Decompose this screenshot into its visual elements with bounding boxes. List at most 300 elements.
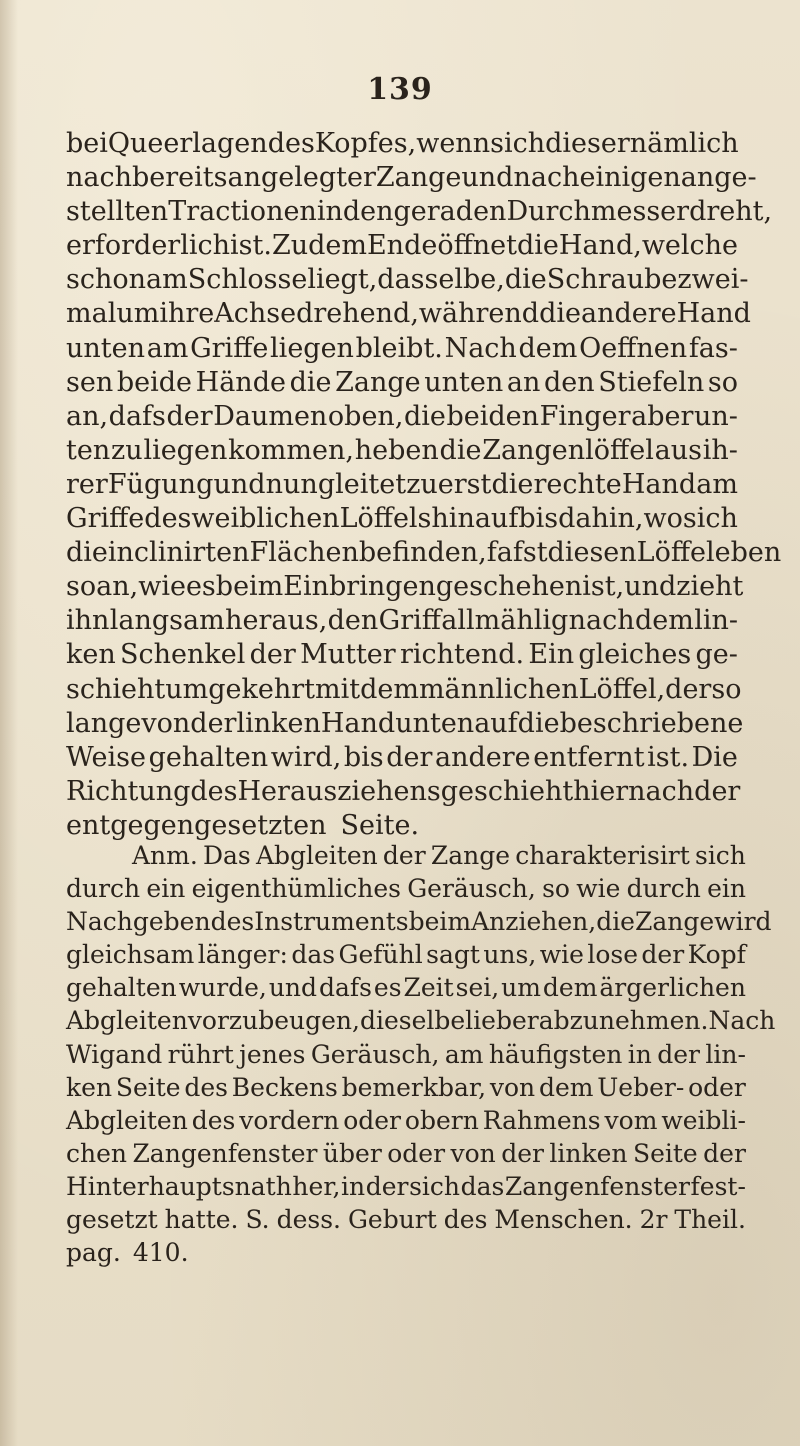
word: liegen: [270, 332, 354, 364]
word: wenn: [416, 128, 491, 159]
word: sen: [66, 366, 114, 398]
word: die: [504, 264, 547, 296]
word: ihn: [66, 605, 110, 637]
main-text-line: [66, 570, 744, 604]
page-number: 139: [367, 72, 433, 107]
word: dess.: [276, 1205, 341, 1235]
word: linken: [549, 1138, 628, 1168]
word: nach: [568, 605, 635, 637]
main-paragraph: [66, 127, 782, 843]
word: Schenkel: [120, 639, 246, 671]
word: Instruments: [254, 907, 409, 937]
word: pag.: [66, 1238, 121, 1268]
main-text-line: [66, 195, 773, 229]
word: die: [517, 707, 560, 739]
word: Hand,: [558, 230, 642, 262]
word: unten: [66, 332, 145, 364]
word: Zangenlöffel: [482, 434, 654, 466]
word: dem: [538, 1072, 594, 1102]
word: wird,: [270, 741, 342, 773]
word: den: [342, 196, 394, 228]
word: wie: [576, 874, 621, 904]
word: geschieht: [440, 775, 574, 807]
word: beiden: [446, 400, 540, 432]
word: durch: [66, 874, 141, 904]
word: des: [210, 907, 255, 937]
word: rer: [66, 468, 108, 500]
word: am: [696, 468, 738, 500]
word: Zangenfenster: [504, 1171, 690, 1201]
word: jenes: [239, 1039, 306, 1069]
word: Griff: [378, 605, 441, 637]
word: Stiefeln: [598, 366, 705, 398]
word: angelegter: [227, 162, 376, 194]
word: beschriebene: [559, 707, 744, 739]
note-text-line: [66, 971, 746, 1004]
word: erforderlich: [66, 230, 230, 262]
word: Fügung: [107, 468, 214, 500]
word: sich: [409, 1171, 460, 1201]
main-text-line: [66, 229, 738, 263]
word: dafs: [318, 973, 372, 1003]
main-text-line: [66, 536, 782, 570]
word: ist,: [582, 571, 625, 603]
word: dreht,: [689, 196, 773, 228]
word: bei: [66, 128, 108, 159]
word: unten: [395, 707, 475, 739]
word: ih-: [702, 434, 738, 466]
word: zieht: [676, 571, 744, 603]
note-text-line: [66, 1236, 746, 1269]
word: ge-: [695, 639, 738, 671]
word: das: [291, 940, 336, 970]
word: die: [289, 366, 332, 398]
word: schon: [66, 264, 147, 296]
word: abzunehmen.: [538, 1006, 709, 1036]
word: umgekehrt: [165, 673, 315, 705]
word: das: [460, 1171, 505, 1201]
word: und: [268, 973, 318, 1003]
word: von: [489, 1072, 536, 1102]
word: die: [66, 537, 108, 569]
word: wo: [643, 503, 683, 535]
word: Die: [691, 741, 738, 773]
word: befinden,: [358, 537, 487, 569]
word: des: [184, 1072, 229, 1102]
word: oder: [387, 1138, 446, 1168]
main-text-line: [66, 434, 738, 468]
word: Queerlagen: [107, 128, 268, 159]
main-text-line: [66, 604, 738, 638]
word: Hand: [676, 298, 751, 330]
word: zwei-: [677, 264, 749, 296]
word: Zange: [375, 162, 462, 194]
word: rührt: [167, 1039, 234, 1069]
word: nach: [628, 775, 695, 807]
word: und: [624, 571, 677, 603]
word: ange-: [680, 162, 757, 194]
word: lin-: [705, 1039, 746, 1069]
word: eigenthümliches: [191, 874, 401, 904]
word: drehend,: [296, 298, 419, 330]
note-text-line: [66, 1038, 746, 1071]
word: Daumen: [213, 400, 328, 432]
word: gehalten: [66, 973, 177, 1003]
main-text-line: [66, 161, 757, 195]
word: Schlosse: [187, 264, 308, 296]
word: Nach: [444, 332, 517, 364]
word: der: [382, 841, 426, 870]
word: Geräusch,: [310, 1039, 440, 1069]
main-text-line: [66, 366, 738, 400]
word: nach: [66, 162, 132, 194]
word: Geburt: [347, 1205, 437, 1235]
word: oder: [688, 1072, 746, 1102]
word: in: [627, 1039, 652, 1069]
word: fafst: [486, 537, 548, 569]
word: zuerst: [406, 468, 492, 500]
main-text-line: [66, 502, 738, 536]
main-text-line: [66, 400, 738, 434]
word: unten: [424, 366, 504, 398]
word: die: [596, 907, 635, 937]
word: durch: [626, 874, 701, 904]
word: an: [506, 366, 541, 398]
word: Zange: [634, 907, 715, 937]
word: der: [386, 741, 433, 773]
word: ken: [66, 1072, 113, 1102]
word: hier: [573, 775, 629, 807]
word: die: [539, 298, 581, 330]
word: die: [403, 400, 446, 432]
word: Mutter: [300, 639, 396, 671]
word: Löffel: [636, 537, 715, 569]
word: stellten: [66, 196, 169, 228]
word: wird: [714, 907, 772, 937]
word: Löffel,: [578, 673, 666, 705]
word: Herausziehens: [237, 775, 441, 807]
word: Weise: [66, 741, 146, 773]
word: lange: [66, 707, 142, 739]
word: sich: [694, 841, 746, 870]
word: der: [665, 673, 712, 705]
word: der: [703, 1138, 746, 1168]
word: der: [657, 1039, 700, 1069]
word: rechte: [533, 468, 622, 500]
word: es: [373, 973, 402, 1003]
word: um: [116, 298, 160, 330]
word: aus: [654, 434, 702, 466]
word: andere: [580, 298, 677, 330]
word: Anziehen,: [471, 907, 597, 937]
word: diesen: [547, 537, 637, 569]
note-text-line: [66, 905, 772, 938]
word: der: [190, 707, 237, 739]
word: Griffe: [190, 332, 269, 364]
word: dem: [360, 673, 419, 705]
word: un-: [693, 400, 738, 432]
word: ärgerlichen: [599, 973, 746, 1003]
word: fest-: [690, 1171, 746, 1201]
word: vordern: [239, 1105, 340, 1135]
word: entfernt: [533, 741, 645, 773]
word: länger:: [197, 940, 288, 970]
word: Löffels: [339, 503, 432, 535]
word: nämlich: [629, 128, 739, 159]
word: langsam: [109, 605, 225, 637]
word: des: [267, 128, 315, 159]
main-text-line: [66, 127, 738, 161]
main-text-line: [66, 741, 738, 775]
word: Seite: [115, 1072, 181, 1102]
word: linken: [236, 707, 321, 739]
word: am: [146, 264, 188, 296]
word: wurde,: [178, 973, 267, 1003]
word: um: [501, 973, 541, 1003]
word: Gefühl: [338, 940, 423, 970]
word: so: [707, 366, 738, 398]
word: bleibt.: [355, 332, 443, 364]
word: am: [444, 1039, 484, 1069]
word: heben: [354, 434, 439, 466]
word: während: [418, 298, 540, 330]
word: über: [322, 1138, 382, 1168]
word: Tractionen: [168, 196, 317, 228]
word: S.: [245, 1205, 270, 1235]
word: auf: [474, 707, 518, 739]
word: hinauf: [431, 503, 519, 535]
word: bis: [518, 503, 559, 535]
word: geraden: [393, 196, 507, 228]
word: männlichen: [418, 673, 579, 705]
word: dahin,: [558, 503, 644, 535]
word: ein: [707, 874, 746, 904]
word: ein: [146, 874, 186, 904]
word: lose: [587, 940, 638, 970]
word: fas-: [688, 332, 738, 364]
word: Nachgeben: [66, 907, 211, 937]
word: dem: [308, 230, 367, 262]
word: Nach: [708, 1006, 776, 1036]
word: Hand: [621, 468, 697, 500]
word: lin-: [694, 605, 738, 637]
word: dem: [518, 332, 578, 364]
word: aber: [631, 400, 694, 432]
main-text-line: [66, 809, 738, 843]
word: obern: [404, 1105, 479, 1135]
main-text-line: [66, 468, 738, 502]
word: häufigsten: [488, 1039, 623, 1069]
word: ten: [66, 434, 111, 466]
word: uns,: [483, 940, 537, 970]
note-text-line: [66, 938, 746, 971]
word: Zeit: [403, 973, 454, 1003]
word: Zange: [335, 366, 421, 398]
word: sich: [682, 503, 738, 535]
word: Kopfes,: [314, 128, 417, 159]
word: der: [501, 1138, 544, 1168]
word: oben,: [327, 400, 404, 432]
word: Griffe: [66, 503, 145, 535]
word: Beckens: [231, 1072, 338, 1102]
word: gleiches: [578, 639, 692, 671]
word: einigen: [579, 162, 681, 194]
note-text-line: [66, 1170, 746, 1203]
word: ihre: [159, 298, 215, 330]
word: den: [544, 366, 595, 398]
main-text-line: [66, 638, 738, 672]
word: Abgleiten: [66, 1105, 188, 1135]
word: zu: [111, 434, 143, 466]
word: Seite.: [340, 809, 420, 841]
word: schieht: [66, 673, 166, 705]
word: Achse: [214, 298, 297, 330]
note-text-line: [66, 1071, 746, 1104]
word: wie: [138, 571, 186, 603]
word: charakterisirt: [515, 841, 690, 870]
word: Durchmesser: [506, 196, 690, 228]
word: Oeffnen: [579, 332, 688, 364]
word: lieber: [465, 1006, 539, 1036]
word: am: [146, 332, 189, 364]
annotation-paragraph: [66, 839, 776, 1269]
word: Wigand: [66, 1039, 163, 1069]
main-text-line: [66, 332, 738, 366]
word: des: [144, 503, 192, 535]
word: Ein: [528, 639, 575, 671]
word: den: [327, 605, 379, 637]
word: sich: [490, 128, 546, 159]
word: von: [141, 707, 191, 739]
word: mit: [314, 673, 361, 705]
word: die: [517, 230, 559, 262]
word: 2r: [639, 1205, 668, 1235]
word: und: [461, 162, 514, 194]
word: Seite: [632, 1138, 698, 1168]
word: geschehen: [435, 571, 583, 603]
main-text-line: [66, 263, 749, 297]
word: Zange: [430, 841, 511, 870]
word: hatte.: [164, 1205, 239, 1235]
word: bis: [343, 741, 384, 773]
word: vorzubeugen,: [187, 1006, 360, 1036]
word: so: [66, 571, 97, 603]
word: kommen,: [228, 434, 354, 466]
word: inclinirten: [107, 537, 250, 569]
word: her,: [292, 1171, 341, 1201]
word: dem: [542, 973, 598, 1003]
word: 410.: [132, 1238, 189, 1268]
word: des: [191, 1105, 236, 1135]
word: sagt: [426, 940, 480, 970]
word: weibli-: [661, 1105, 746, 1135]
word: so: [711, 673, 742, 705]
word: beim: [408, 907, 472, 937]
word: chen: [66, 1138, 127, 1168]
word: Abgleiten: [255, 841, 378, 870]
word: Anm.: [132, 841, 198, 870]
word: gesetzt: [66, 1205, 158, 1235]
word: von: [450, 1138, 496, 1168]
page-gutter-shadow: [0, 0, 18, 1446]
word: Rahmens: [482, 1105, 601, 1135]
word: Schraube: [546, 264, 678, 296]
word: an,: [96, 571, 139, 603]
word: des: [443, 1205, 488, 1235]
word: Zangenfenster: [132, 1138, 318, 1168]
word: gehalten: [148, 741, 269, 773]
word: die: [439, 434, 482, 466]
word: wie: [539, 940, 584, 970]
word: heraus,: [225, 605, 328, 637]
word: Zu: [271, 230, 309, 262]
word: dem: [634, 605, 694, 637]
word: der: [166, 400, 213, 432]
word: Finger: [539, 400, 631, 432]
main-text-line: [66, 775, 741, 809]
word: Ende: [366, 230, 438, 262]
word: beide: [116, 366, 193, 398]
main-text-line: [66, 707, 744, 741]
word: der: [249, 639, 296, 671]
word: Hände: [195, 366, 286, 398]
word: bemerkbar,: [341, 1072, 487, 1102]
word: Ueber-: [597, 1072, 685, 1102]
word: die: [491, 468, 534, 500]
note-text-line: [66, 1104, 746, 1137]
word: andere: [434, 741, 531, 773]
word: in: [341, 1171, 366, 1201]
word: welche: [641, 230, 739, 262]
word: ken: [66, 639, 116, 671]
word: dasselbe,: [377, 264, 505, 296]
word: Flächen: [249, 537, 359, 569]
word: Das: [202, 841, 251, 870]
word: des: [190, 775, 238, 807]
word: es: [185, 571, 216, 603]
word: der: [365, 1171, 409, 1201]
word: öffnet: [437, 230, 517, 262]
note-text-line: [66, 1004, 776, 1037]
word: vom: [604, 1105, 658, 1135]
word: richtend.: [399, 639, 525, 671]
main-text-line: [66, 673, 742, 707]
word: mal: [66, 298, 117, 330]
note-text-line: [66, 872, 746, 905]
word: liegen: [143, 434, 228, 466]
word: liegt,: [307, 264, 378, 296]
main-text-line: [66, 297, 751, 331]
word: gleitet: [317, 468, 407, 500]
note-text-line: [66, 1137, 746, 1170]
word: Theil.: [674, 1205, 746, 1235]
word: dieser: [545, 128, 630, 159]
note-text-line: [66, 839, 746, 872]
word: oder: [343, 1105, 401, 1135]
word: Menschen.: [494, 1205, 633, 1235]
word: der: [694, 775, 741, 807]
word: so: [542, 874, 570, 904]
word: nun: [265, 468, 318, 500]
word: und: [213, 468, 266, 500]
word: weiblichen: [191, 503, 340, 535]
word: der: [641, 940, 685, 970]
word: dafs: [108, 400, 166, 432]
word: Hinterhauptsnath: [66, 1171, 292, 1201]
word: eben: [714, 537, 782, 569]
word: ist.: [230, 230, 272, 262]
note-text-line: [66, 1203, 746, 1236]
